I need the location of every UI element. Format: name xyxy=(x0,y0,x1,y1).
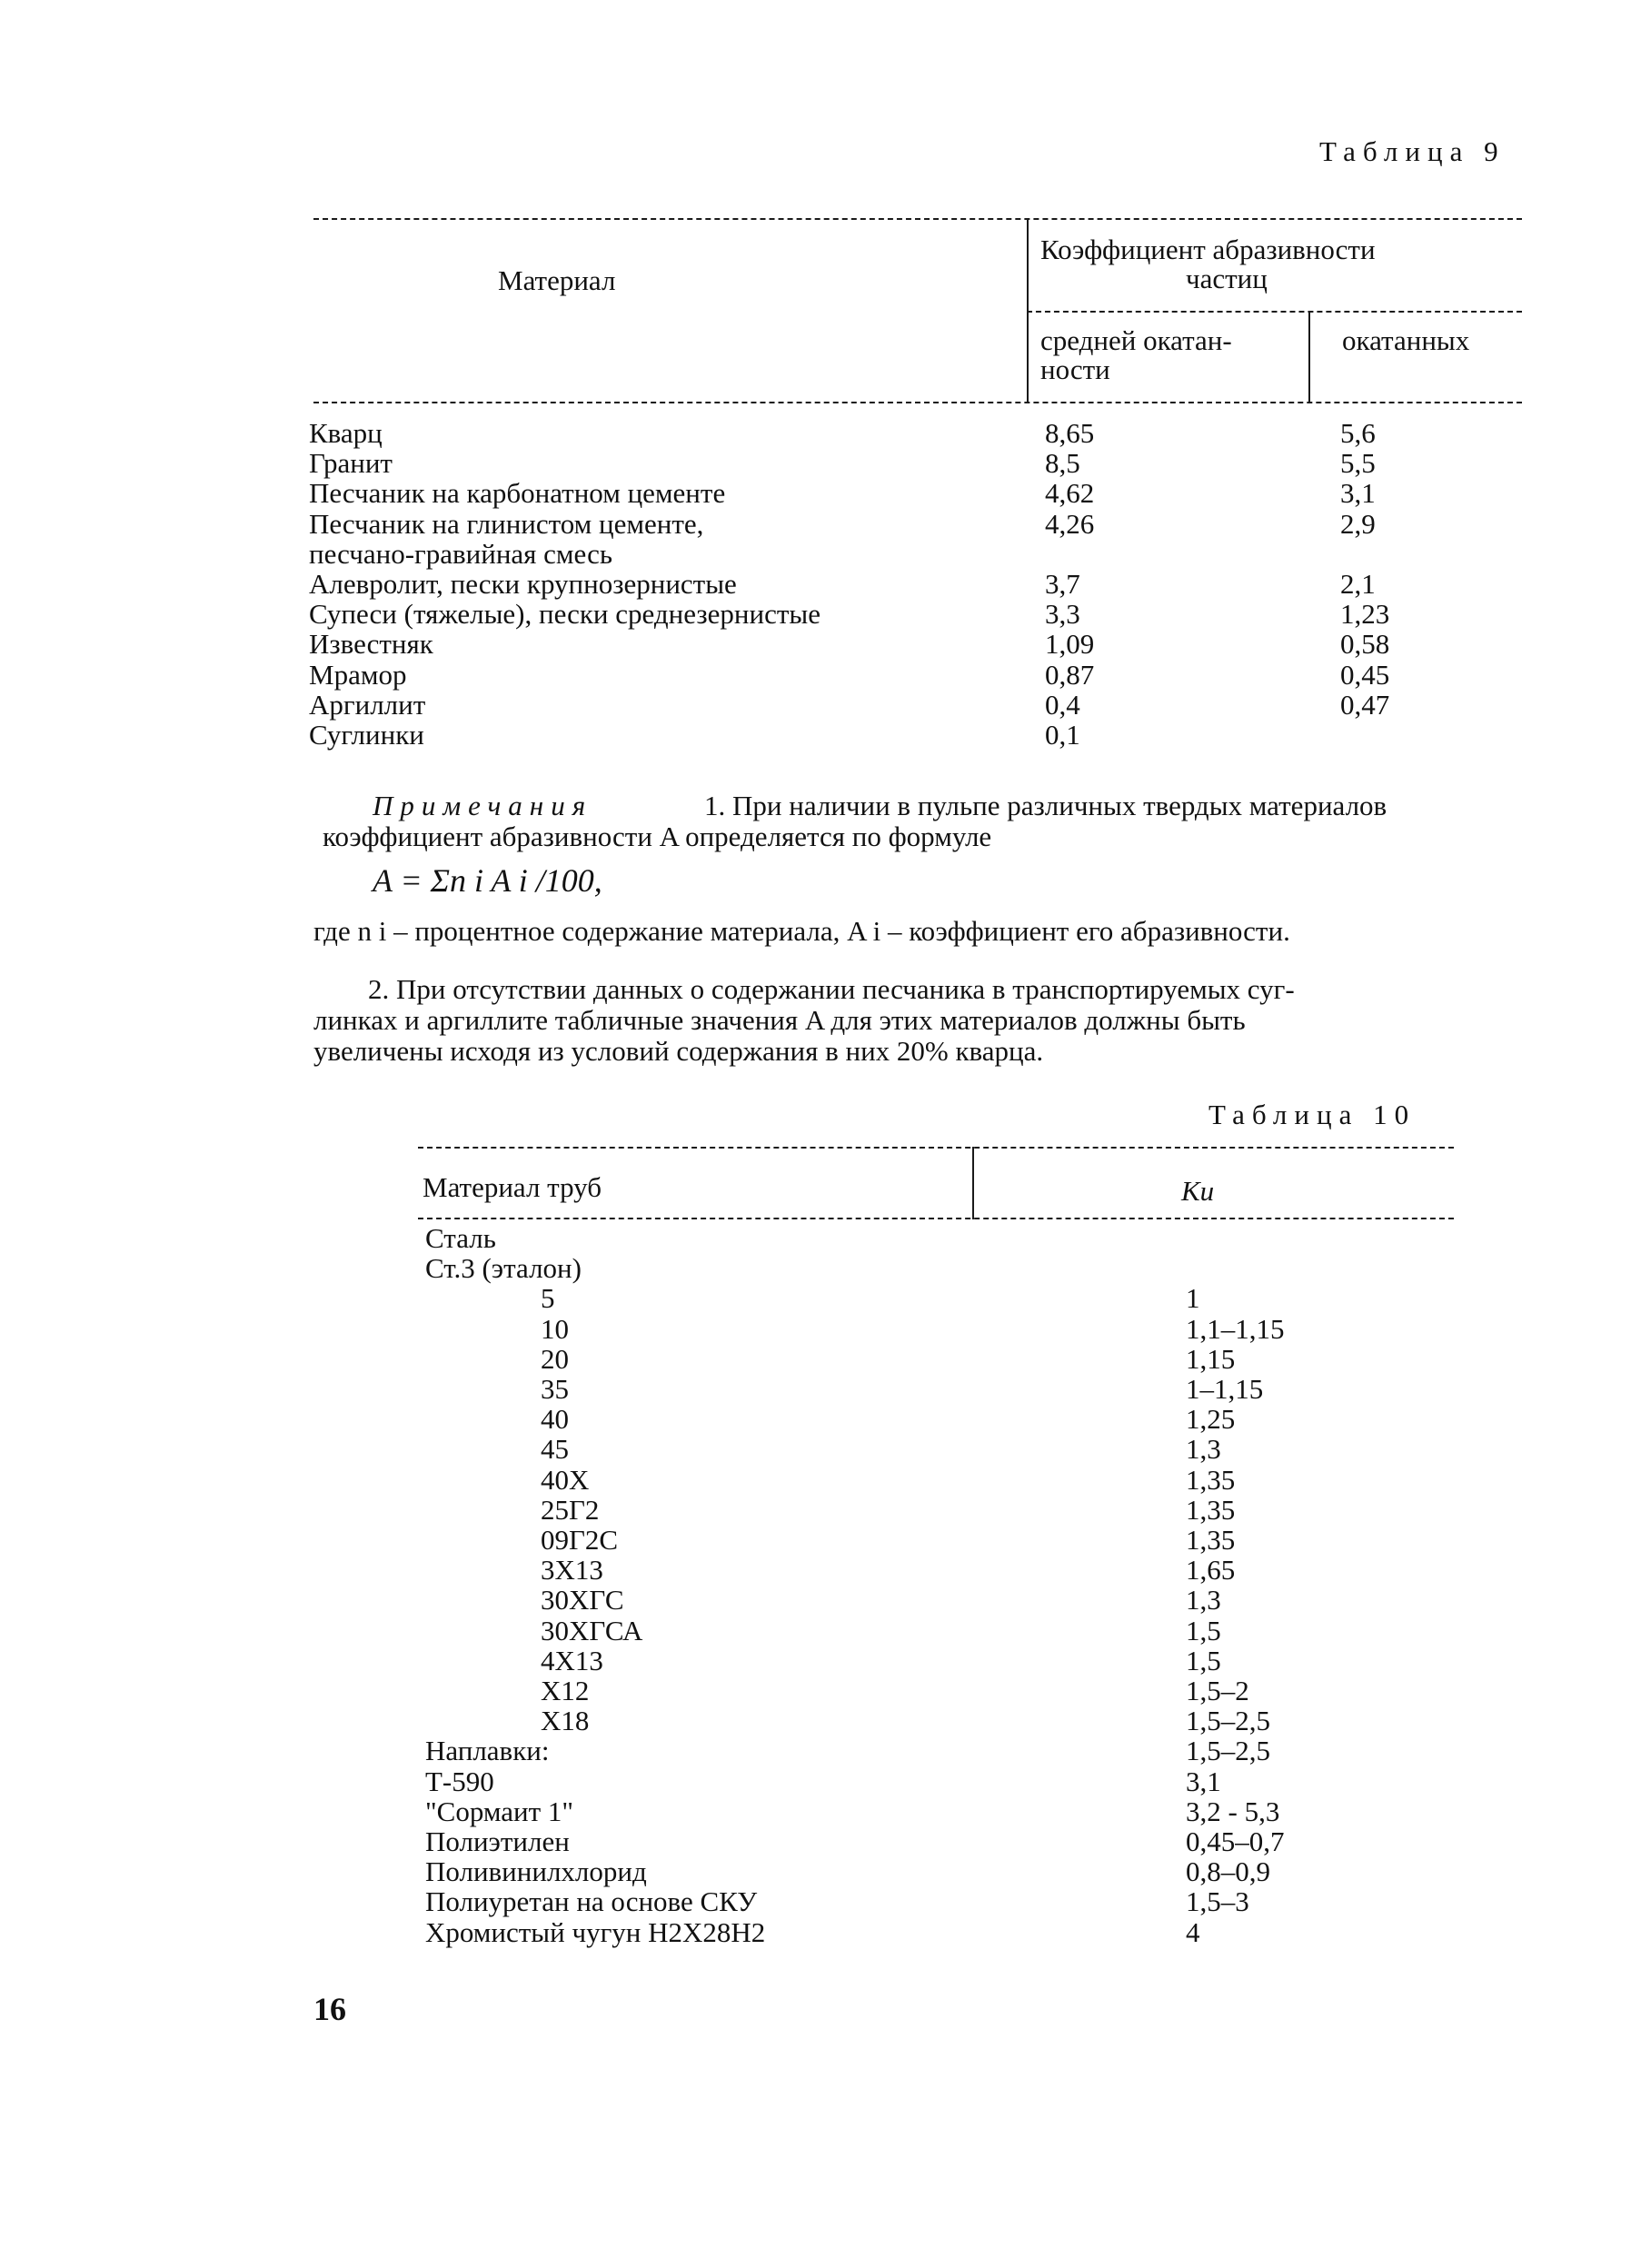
table10-header-divider xyxy=(972,1147,974,1219)
table9-cell-material: Гранит xyxy=(309,447,393,480)
table10-cell-value: 1,15 xyxy=(1186,1342,1236,1375)
notes-heading-text: Примечания xyxy=(373,790,593,821)
table10-cell-material: "Сормаит 1" xyxy=(425,1795,574,1827)
table10-cell-material: 3Х13 xyxy=(541,1554,603,1587)
page-number: 16 xyxy=(313,1991,346,2027)
table10-cell-value: 1,25 xyxy=(1186,1403,1236,1436)
table10-row xyxy=(0,1736,1641,1766)
table10-cell-value: 3,2 - 5,3 xyxy=(1186,1795,1280,1827)
note1-cont: коэффициент абразивности A определяется по формуле xyxy=(323,821,992,852)
table9-cell-rounded: 5,5 xyxy=(1340,447,1376,480)
table10-cell-material: Ст.3 (эталон) xyxy=(425,1252,582,1285)
table10-cell-material: 09Г2С xyxy=(541,1524,619,1556)
formula-where: где n i – процентное содержание материала, A i – коэффициент его абразивности. xyxy=(313,915,1290,947)
table10-header-bottom-rule xyxy=(418,1218,1454,1219)
table9-header-coef-sub: частиц xyxy=(1186,263,1268,294)
table10-cell-material: 35 xyxy=(541,1373,569,1405)
table9-header-material: Материал xyxy=(498,264,616,296)
table10-header-material: Материал труб xyxy=(423,1171,602,1203)
table9-cell-medium: 8,65 xyxy=(1045,417,1095,449)
table10-cell-material: Поливинилхлорид xyxy=(425,1855,647,1888)
table9-cell-rounded: 5,6 xyxy=(1340,417,1376,449)
table9-header-divider xyxy=(1027,218,1029,402)
table10-cell-material: Наплавки: xyxy=(425,1735,550,1767)
table10-cell-material: 20 xyxy=(541,1342,569,1375)
table10-row xyxy=(0,1856,1641,1886)
table9-cell-medium: 8,5 xyxy=(1045,447,1080,480)
table10-cell-material: Т-590 xyxy=(425,1765,494,1797)
table10-cell-material: 40 xyxy=(541,1403,569,1436)
table9-header-rounded: окатанных xyxy=(1342,324,1470,356)
table10-cell-value: 1–1,15 xyxy=(1186,1373,1264,1405)
table10-cell-material: 45 xyxy=(541,1433,569,1466)
table9-row xyxy=(0,569,1641,599)
table9-cell-medium: 1,09 xyxy=(1045,628,1095,661)
table9-cell-medium: 4,26 xyxy=(1045,507,1095,540)
table9-cell-rounded: 0,45 xyxy=(1340,658,1390,691)
table9-cell-medium: 3,7 xyxy=(1045,568,1080,600)
table10-cell-value: 4 xyxy=(1186,1915,1200,1948)
table10-caption: Таблица 10 xyxy=(1208,1099,1417,1130)
table9-cell-material: Известняк xyxy=(309,628,433,661)
table10-cell-value: 0,8–0,9 xyxy=(1186,1855,1270,1888)
table9-cell-rounded: 2,1 xyxy=(1340,568,1376,600)
table10-row xyxy=(0,1676,1641,1706)
table10-row xyxy=(0,1344,1641,1374)
table9-subheader-divider xyxy=(1308,311,1310,402)
table9-cell-rounded: 0,58 xyxy=(1340,628,1390,661)
table9-cell-rounded: 2,9 xyxy=(1340,507,1376,540)
table9-cell-medium: 3,3 xyxy=(1045,598,1080,631)
table10-row xyxy=(0,1555,1641,1585)
table10-row xyxy=(0,1706,1641,1736)
table9-cell-medium: 0,1 xyxy=(1045,719,1080,751)
table9-cell-medium: 0,87 xyxy=(1045,658,1095,691)
note2-line2: линках и аргиллите табличные значения A для этих материалов должны быть xyxy=(313,1004,1246,1036)
table9-row xyxy=(0,509,1641,539)
table10-row xyxy=(0,1616,1641,1646)
table10-cell-material: 30ХГС xyxy=(541,1584,624,1616)
table10-cell-value: 1,35 xyxy=(1186,1493,1236,1526)
table10-top-rule xyxy=(418,1147,1454,1149)
table10-cell-value: 1,5–2,5 xyxy=(1186,1735,1270,1767)
table10-row xyxy=(0,1465,1641,1495)
table9-cell-rounded: 3,1 xyxy=(1340,477,1376,510)
table10-cell-material: Хромистый чугун Н2Х28Н2 xyxy=(425,1915,766,1948)
table10-cell-material: 10 xyxy=(541,1312,569,1345)
table10-cell-value: 1,35 xyxy=(1186,1524,1236,1556)
table10-cell-material: 30ХГСА xyxy=(541,1614,643,1646)
table10-cell-material: Сталь xyxy=(425,1222,496,1254)
table9-cell-material: Аргиллит xyxy=(309,688,426,721)
table9-cell-material: песчано-гравийная смесь xyxy=(309,537,612,570)
table10-cell-material: 5 xyxy=(541,1282,555,1315)
table9-row xyxy=(0,448,1641,478)
table9-header-coef: Коэффициент абразивности xyxy=(1040,234,1376,265)
table10-cell-material: 4Х13 xyxy=(541,1644,603,1676)
table10-cell-material: 40Х xyxy=(541,1463,590,1496)
table10-row xyxy=(0,1404,1641,1434)
table9-cell-material: Песчаник на глинистом цементе, xyxy=(309,507,704,540)
table10-cell-value: 1,5–2,5 xyxy=(1186,1705,1270,1737)
table10-row xyxy=(0,1585,1641,1615)
note2-line1: 2. При отсутствии данных о содержании песчаника в транспортируемых суг- xyxy=(368,973,1295,1005)
table9-cell-medium: 0,4 xyxy=(1045,688,1080,721)
table10-cell-material: Полиэтилен xyxy=(425,1825,570,1857)
table9-row xyxy=(0,418,1641,448)
table9-row xyxy=(0,720,1641,750)
table9-cell-material: Мрамор xyxy=(309,658,407,691)
table9-row xyxy=(0,478,1641,508)
table10-header-coef: Kи xyxy=(1181,1175,1215,1207)
table10-row xyxy=(0,1283,1641,1313)
table10-cell-value: 1,5–3 xyxy=(1186,1885,1249,1918)
table10-row xyxy=(0,1525,1641,1555)
table10-row xyxy=(0,1826,1641,1856)
table10-cell-material: Полиуретан на основе СКУ xyxy=(425,1885,758,1918)
table10-cell-value: 1,65 xyxy=(1186,1554,1236,1587)
formula: A = Σn i A i /100, xyxy=(373,862,602,899)
table10-cell-value: 1,5 xyxy=(1186,1644,1221,1676)
table10-row xyxy=(0,1495,1641,1525)
table10-row xyxy=(0,1766,1641,1796)
table10-cell-value: 3,1 xyxy=(1186,1765,1221,1797)
table9-cell-medium: 4,62 xyxy=(1045,477,1095,510)
table10-row xyxy=(0,1917,1641,1947)
table9-cell-material: Супеси (тяжелые), пески среднезернистые xyxy=(309,598,820,631)
table10-cell-value: 1,5–2 xyxy=(1186,1675,1249,1706)
table10-cell-material: Х12 xyxy=(541,1675,590,1706)
table10-cell-value: 1,5 xyxy=(1186,1614,1221,1646)
table10-cell-value: 1,1–1,15 xyxy=(1186,1312,1285,1345)
table9-cell-material: Кварц xyxy=(309,417,383,449)
table9-header-medium-cont: ности xyxy=(1040,353,1110,385)
table10-cell-value: 1 xyxy=(1186,1282,1200,1315)
table9-row xyxy=(0,629,1641,659)
table9-row xyxy=(0,690,1641,720)
table9-row xyxy=(0,539,1641,569)
table10-row xyxy=(0,1646,1641,1676)
table10-row xyxy=(0,1314,1641,1344)
table9-top-rule xyxy=(313,218,1522,220)
table9-cell-material: Песчаник на карбонатном цементе xyxy=(309,477,726,510)
table10-cell-material: Х18 xyxy=(541,1705,590,1737)
table10-row xyxy=(0,1374,1641,1404)
table10-cell-value: 0,45–0,7 xyxy=(1186,1825,1285,1857)
table10-row xyxy=(0,1223,1641,1253)
table10-row xyxy=(0,1434,1641,1464)
table9-header-bottom-rule xyxy=(313,402,1522,403)
note2-line3: увеличены исходя из условий содержания в них 20% кварца. xyxy=(313,1035,1044,1067)
table10-row xyxy=(0,1796,1641,1826)
table9-cell-rounded: 0,47 xyxy=(1340,688,1390,721)
table9-cell-material: Алевролит, пески крупнозернистые xyxy=(309,568,737,600)
table9-cell-material: Суглинки xyxy=(309,719,424,751)
table9-row xyxy=(0,599,1641,629)
table9-subheader-rule xyxy=(1027,311,1522,313)
table10-cell-value: 1,35 xyxy=(1186,1463,1236,1496)
table10-cell-material: 25Г2 xyxy=(541,1493,600,1526)
notes-heading xyxy=(373,791,592,821)
table10-cell-value: 1,3 xyxy=(1186,1433,1221,1466)
table9-header-medium: средней окатан- xyxy=(1040,324,1232,356)
table9-caption: Таблица 9 xyxy=(1319,135,1506,167)
table9-row xyxy=(0,660,1641,690)
table9-cell-rounded: 1,23 xyxy=(1340,598,1390,631)
table10-row xyxy=(0,1253,1641,1283)
note1-start: 1. При наличии в пульпе различных твердых материалов xyxy=(704,790,1387,821)
table10-cell-value: 1,3 xyxy=(1186,1584,1221,1616)
table10-row xyxy=(0,1886,1641,1916)
